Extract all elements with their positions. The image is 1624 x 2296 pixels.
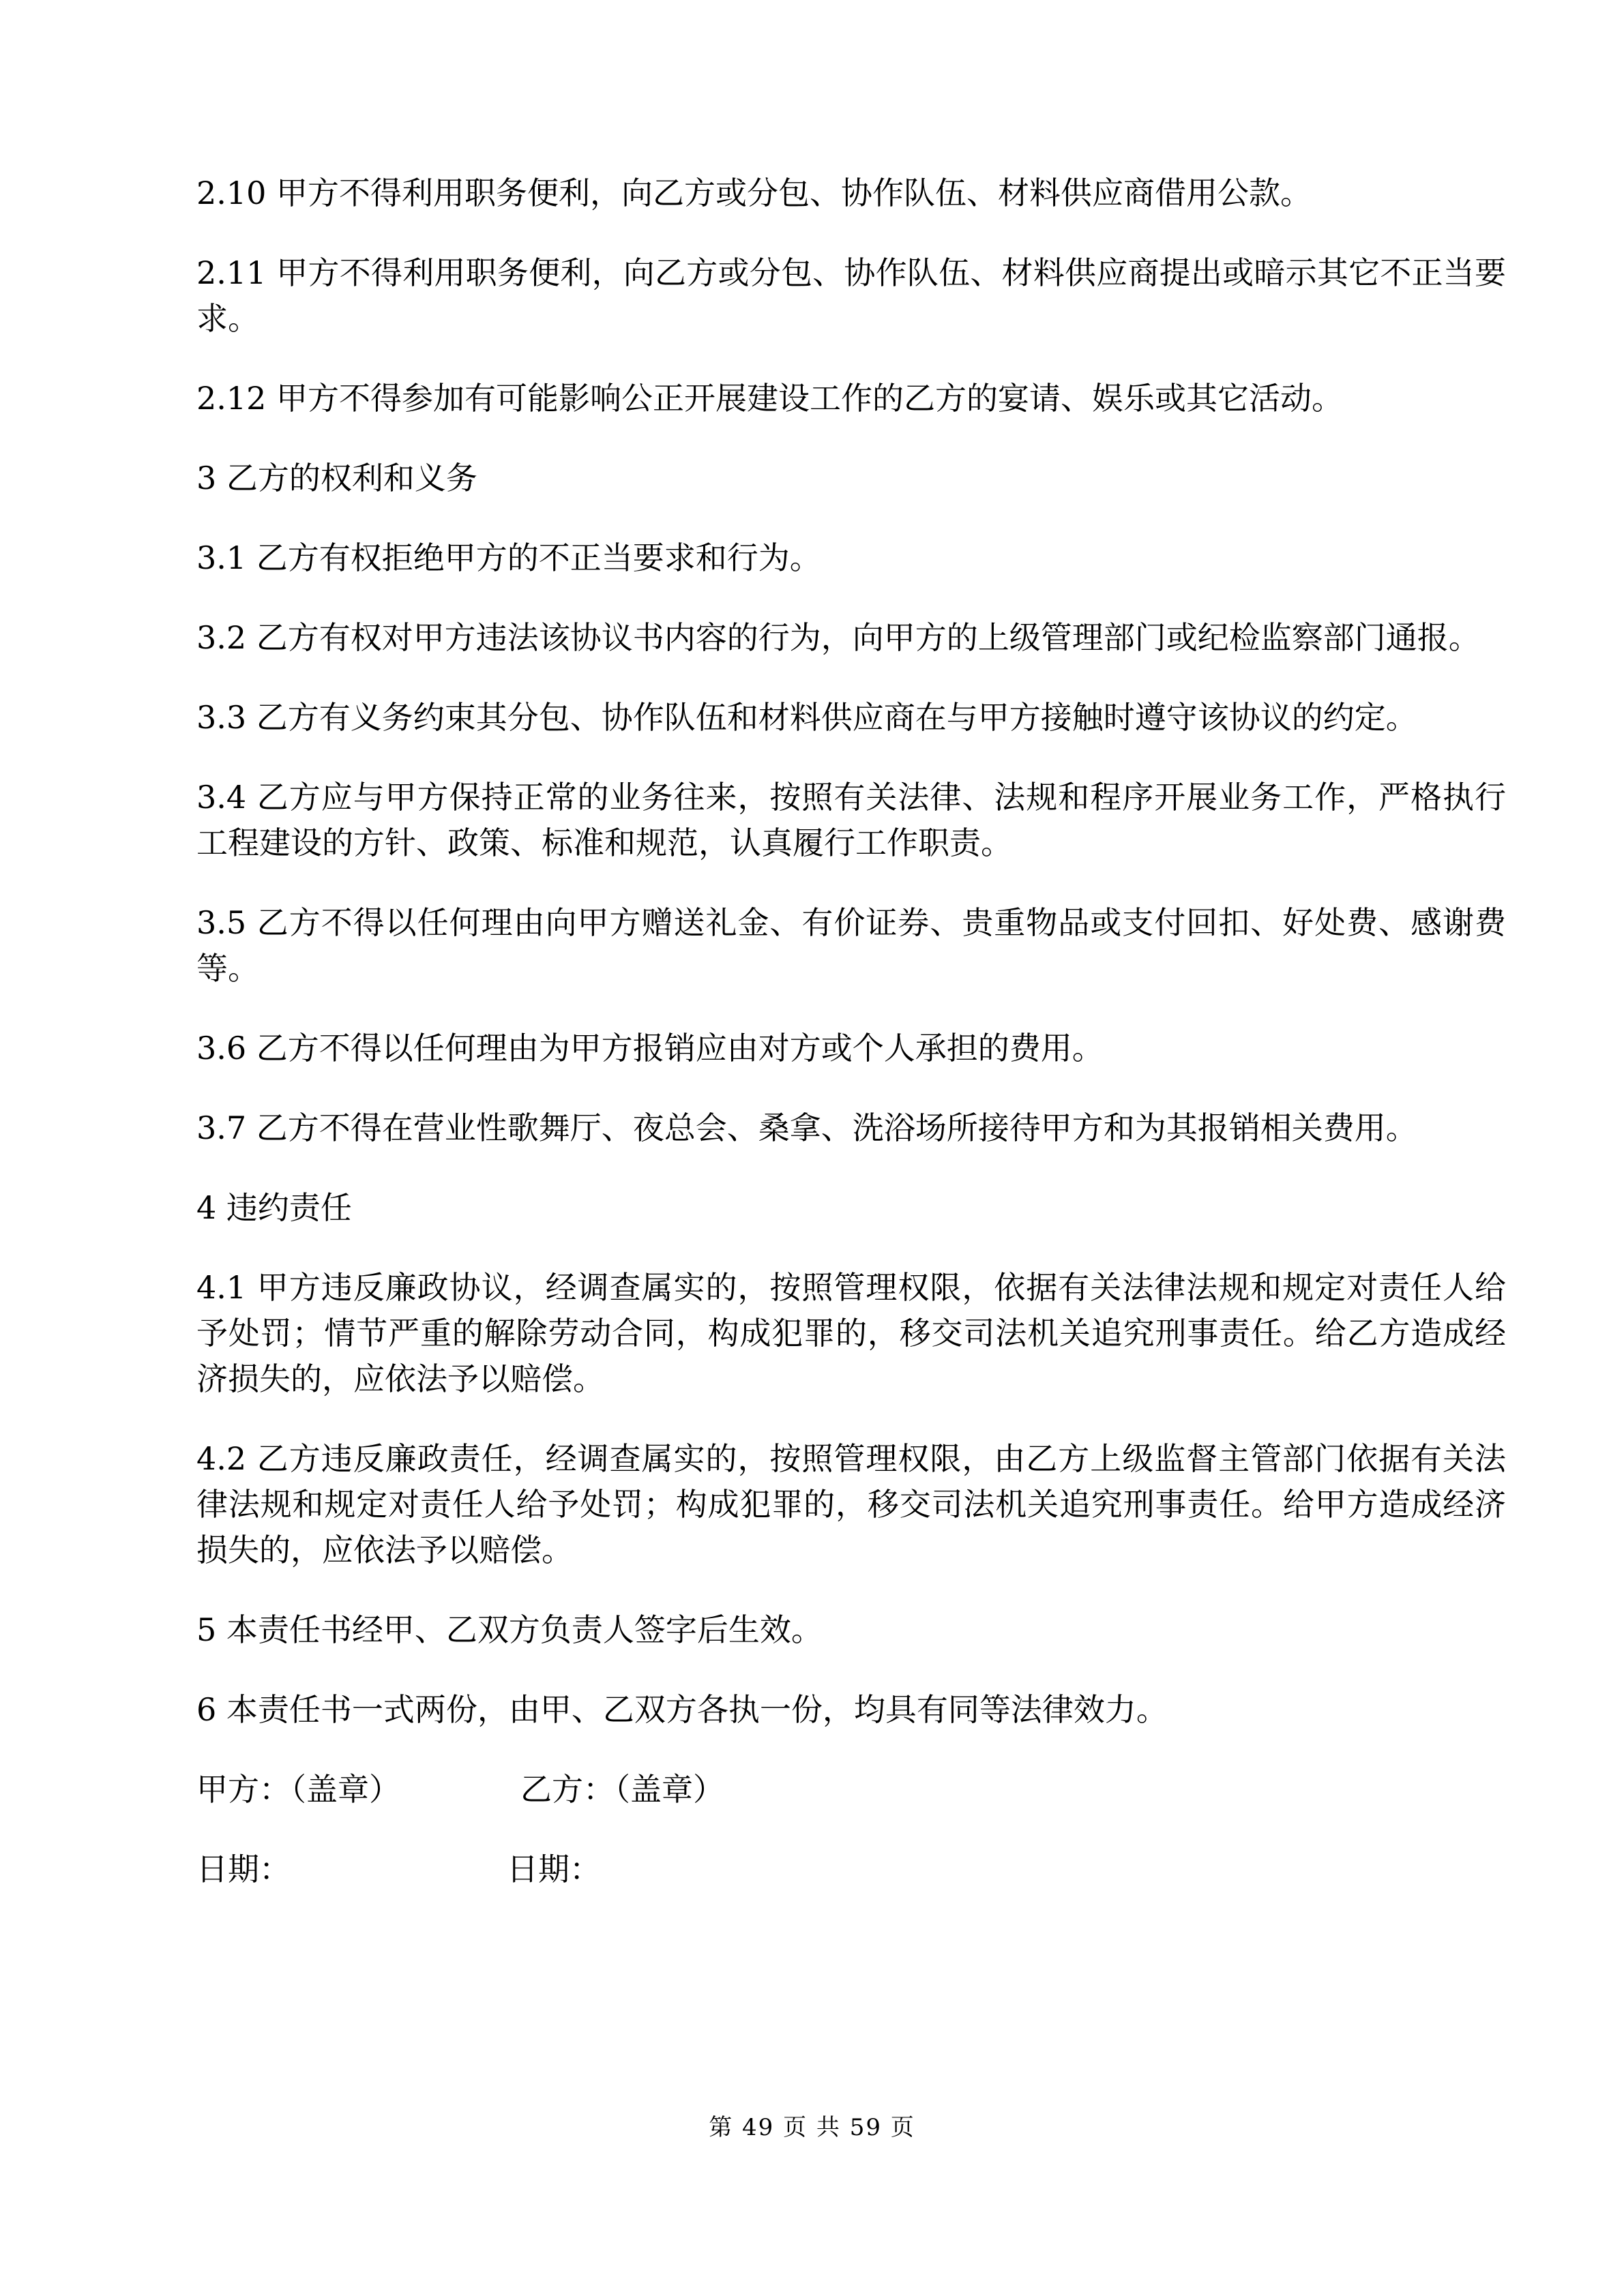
clause-4-1: 4.1 甲方违反廉政协议，经调查属实的，按照管理权限，依据有关法律法规和规定对责任人给予处罚；情节严重的解除劳动合同，构成犯罪的，移交司法机关追究刑事责任。给乙方造成经济损失的，应依法予以赔偿。 (196, 1269, 1506, 1397)
signature-row (196, 1767, 1506, 1813)
clause-3-4: 3.4 乙方应与甲方保持正常的业务往来，按照有关法律、法规和程序开展业务工作，严格执行工程建设的方针、政策、标准和规范，认真履行工作职责。 (196, 779, 1506, 861)
date-b: 日期： (507, 1851, 601, 1888)
clause-3-5: 3.5 乙方不得以任何理由向甲方赠送礼金、有价证券、贵重物品或支付回扣、好处费、感谢费等。 (196, 904, 1506, 987)
clause-3-1: 3.1 乙方有权拒绝甲方的不正当要求和行为。 (196, 539, 821, 576)
date-row (196, 1847, 1506, 1892)
clause-5: 5 本责任书经甲、乙双方负责人签字后生效。 (196, 1611, 823, 1648)
clause-3-6: 3.6 乙方不得以任何理由为甲方报销应由对方或个人承担的费用。 (196, 1030, 1104, 1067)
date-a: 日期： (196, 1851, 291, 1888)
page-number: 第 49 页 共 59 页 (709, 2114, 915, 2141)
party-b-seal: 乙方：（盖章） (520, 1771, 724, 1808)
clause-2-12: 2.12 甲方不得参加有可能影响公正开展建设工作的乙方的宴请、娱乐或其它活动。 (196, 380, 1344, 417)
section-3-heading: 3 乙方的权利和义务 (196, 460, 477, 496)
document-body (196, 170, 1506, 1926)
clause-3-2: 3.2 乙方有权对甲方违法该协议书内容的行为，向甲方的上级管理部门或纪检监察部门通报。 (196, 619, 1480, 656)
clause-4-2: 4.2 乙方违反廉政责任，经调查属实的，按照管理权限，由乙方上级监督主管部门依据有关法律法规和规定对责任人给予处罚；构成犯罪的，移交司法机关追究刑事责任。给甲方造成经济损失的，应依法予以赔偿。 (196, 1440, 1506, 1568)
clause-2-10: 2.10 甲方不得利用职务便利，向乙方或分包、协作队伍、材料供应商借用公款。 (196, 175, 1312, 211)
clause-3-7: 3.7 乙方不得在营业性歌舞厅、夜总会、桑拿、洗浴场所接待甲方和为其报销相关费用。 (196, 1109, 1417, 1146)
clause-6: 6 本责任书一式两份，由甲、乙双方各执一份，均具有同等法律效力。 (196, 1691, 1168, 1728)
clause-2-11: 2.11 甲方不得利用职务便利，向乙方或分包、协作队伍、材料供应商提出或暗示其它不正当要求。 (196, 254, 1506, 337)
section-4-heading: 4 违约责任 (196, 1189, 352, 1226)
party-a-seal: 甲方：（盖章） (196, 1771, 400, 1808)
clause-3-3: 3.3 乙方有义务约束其分包、协作队伍和材料供应商在与甲方接触时遵守该协议的约定。 (196, 699, 1417, 736)
